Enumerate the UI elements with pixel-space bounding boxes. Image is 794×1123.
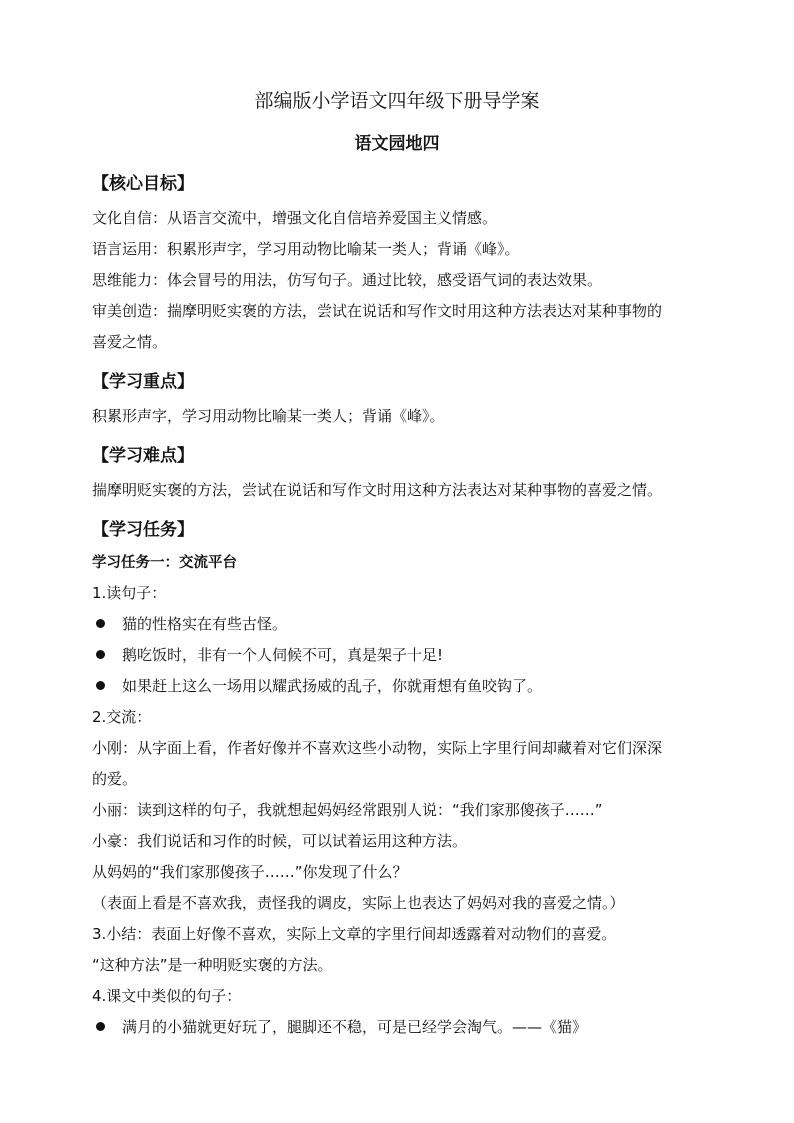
read-label: 1.读句子：: [92, 584, 167, 602]
core-goal-line: 思维能力：体会冒号的用法，仿写句子。通过比较，感受语气词的表达效果。: [92, 271, 603, 289]
task1-title: 学习任务一：交流平台: [92, 555, 237, 571]
list-item: 鹅吃饭时，非有一个人伺候不可，真是架子十足!: [96, 644, 443, 665]
similar-label: 4.课文中类似的句子：: [92, 987, 242, 1005]
discuss-line: （表面上看是不喜欢我，责怪我的调皮，实际上也表达了妈妈对我的喜爱之情。）: [92, 894, 625, 912]
page-title: 部编版小学语文四年级下册导学案: [254, 90, 540, 112]
discuss-line: 的爱。: [92, 770, 138, 788]
bullet-icon: [96, 681, 105, 690]
core-goal-line: 文化自信：从语言交流中，增强文化自信培养爱国主义情感。: [92, 209, 498, 227]
core-goal-line: 喜爱之情。: [92, 333, 168, 351]
discuss-line: 小豪：我们说话和习作的时候，可以试着运用这种方法。: [92, 832, 468, 850]
discuss-label: 2.交流：: [92, 708, 152, 726]
bullet-icon: [96, 1022, 105, 1031]
section-heading-tasks: 【学习任务】: [92, 520, 194, 540]
key-point-line: 积累形声字，学习用动物比喻某一类人；背诵《峰》。: [92, 407, 445, 425]
discuss-line: 从妈妈的“我们家那傻孩子……”你发现了什么？: [92, 863, 408, 881]
difficulty-line: 揣摩明贬实褒的方法，尝试在说话和写作文时用这种方法表达对某种事物的喜爱之情。: [92, 481, 663, 499]
list-item: 满月的小猫就更好玩了，腿脚还不稳，可是已经学会淘气。——《猫》: [96, 1016, 587, 1037]
list-item: 猫的性格实在有些古怪。: [96, 613, 287, 634]
bullet-icon: [96, 619, 105, 628]
page-subtitle: 语文园地四: [354, 134, 440, 154]
core-goal-line: 语言运用：积累形声字，学习用动物比喻某一类人；背诵《峰》。: [92, 240, 520, 258]
list-item: 如果赶上这么一场用以耀武扬威的乱子，你就甭想有鱼咬钩了。: [96, 675, 542, 696]
discuss-line: 小丽：读到这样的句子，我就想起妈妈经常跟别人说：“我们家那傻孩子……”: [92, 801, 603, 819]
section-heading-key-points: 【学习重点】: [92, 372, 194, 392]
summary-line: 3.小结：表面上好像不喜欢，实际上文章的字里行间却透露着对动物们的喜爱。: [92, 925, 617, 943]
section-heading-difficulties: 【学习难点】: [92, 446, 194, 466]
discuss-line: 小刚：从字面上看，作者好像并不喜欢这些小动物，实际上字里行间却藏着对它们深深: [92, 739, 663, 757]
bullet-icon: [96, 650, 105, 659]
summary-line: “这种方法”是一种明贬实褒的方法。: [92, 956, 333, 974]
section-heading-core-goals: 【核心目标】: [92, 174, 194, 194]
core-goal-line: 审美创造：揣摩明贬实褒的方法，尝试在说话和写作文时用这种方法表达对某种事物的: [92, 302, 663, 320]
